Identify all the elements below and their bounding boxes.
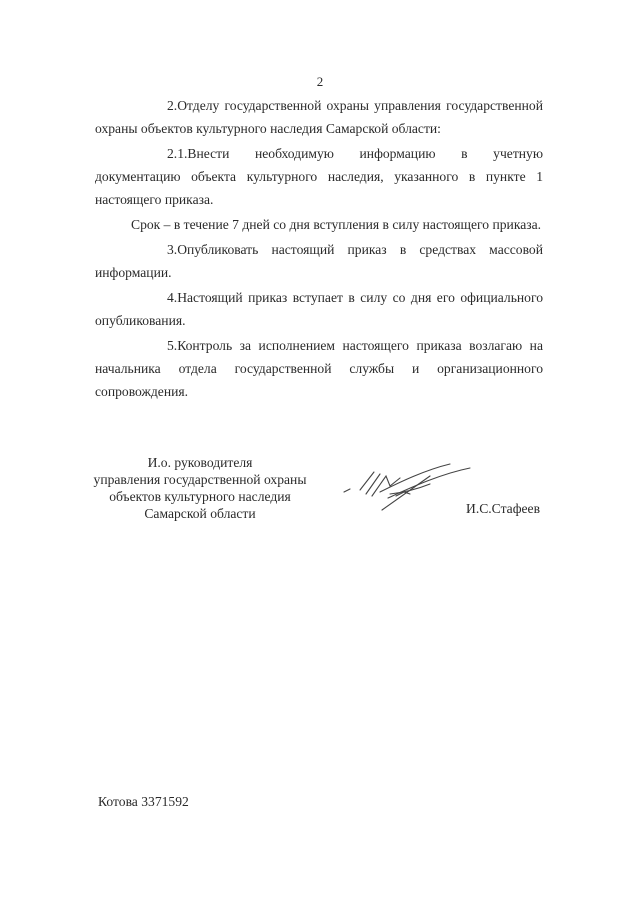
paragraph-text: Настоящий приказ вступает в силу со дня его официального опубликования. bbox=[95, 290, 543, 328]
paragraph-3 bbox=[95, 238, 543, 284]
paragraph-text: Контроль за исполнением настоящего приказа возлагаю на начальника отдела государственной службы и организационного сопровождения. bbox=[95, 338, 543, 399]
paragraph-text: Отделу государственной охраны управления государственной охраны объектов культурного наследия Самарской области: bbox=[95, 98, 543, 136]
executor-contact: Котова 3371592 bbox=[98, 794, 189, 809]
paragraph-number: 3. bbox=[167, 242, 178, 257]
paragraph-number: 2. bbox=[167, 98, 178, 113]
signatory-title-line: объектов культурного наследия bbox=[109, 489, 291, 504]
signatory-title-line: Самарской области bbox=[144, 506, 256, 521]
paragraph-number: 4. bbox=[167, 290, 178, 305]
signatory-title-line: И.о. руководителя bbox=[147, 455, 253, 470]
paragraph-text: Опубликовать настоящий приказ в средствах массовой информации. bbox=[95, 242, 543, 280]
signatory-title-block bbox=[80, 454, 320, 522]
paragraph-deadline bbox=[95, 213, 543, 236]
paragraph-text: Срок – в течение 7 дней со дня вступления в силу настоящего приказа. bbox=[131, 217, 542, 232]
paragraph-5 bbox=[95, 334, 543, 403]
signer-name: И.С.Стафеев bbox=[466, 501, 541, 516]
page-number: 2 bbox=[316, 74, 324, 89]
document-body bbox=[95, 94, 543, 405]
paragraph-number: 5. bbox=[167, 338, 178, 353]
signatory-title-line: управления государственной охраны bbox=[93, 472, 307, 487]
paragraph-2 bbox=[95, 94, 543, 140]
paragraph-4 bbox=[95, 286, 543, 332]
paragraph-number: 2.1. bbox=[167, 146, 188, 161]
paragraph-text: Внести необходимую информацию в учетную документацию объекта культурного наследия, указанного в пункте 1 настоящего приказа. bbox=[95, 146, 543, 207]
paragraph-2-1 bbox=[95, 142, 543, 211]
